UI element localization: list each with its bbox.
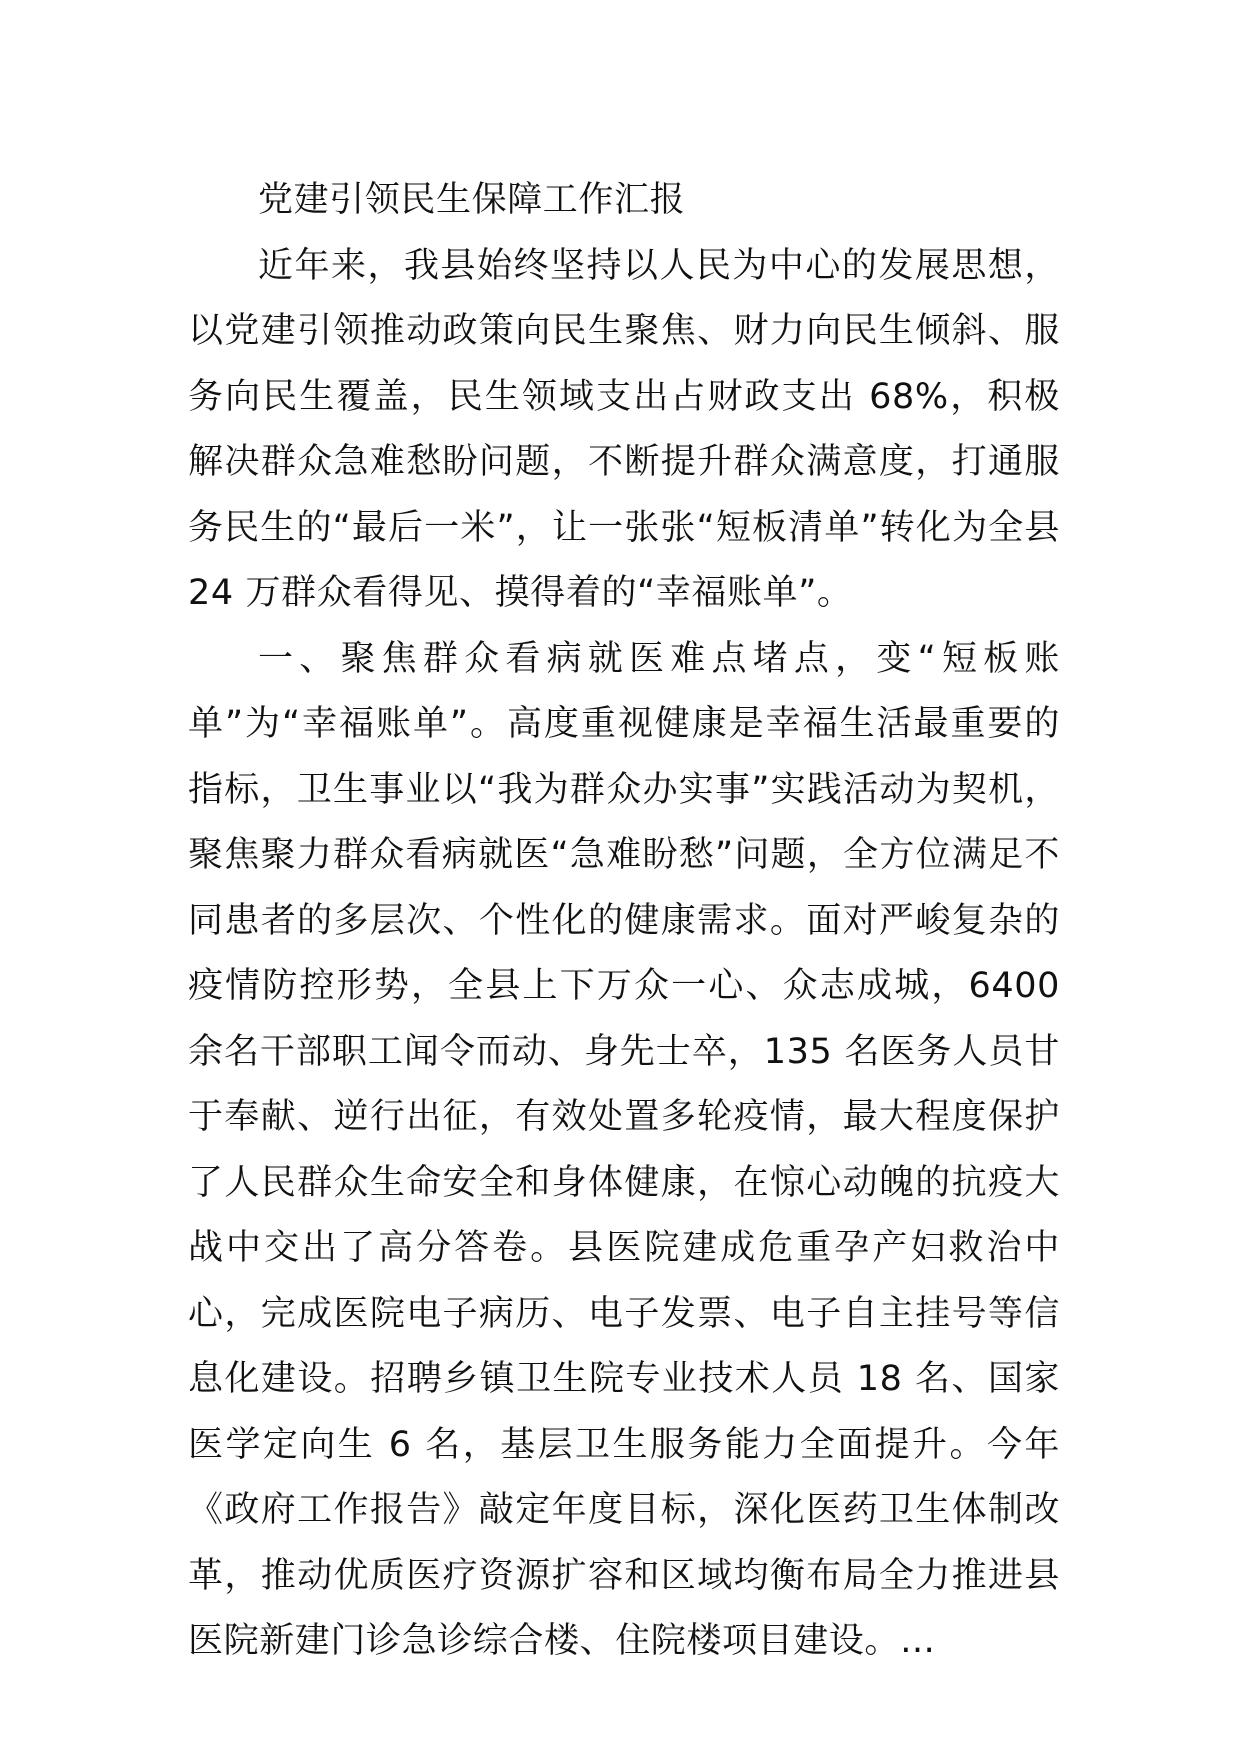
document-body	[188, 168, 1060, 1675]
intro-paragraph: 近年来，我县始终坚持以人民为中心的发展思想，以党建引领推动政策向民生聚焦、财力向民生倾斜、服务向民生覆盖，民生领域支出占财政支出 68%，积极解决群众急难愁盼问题，不断提升群众满意度，打通服务民生的“最后一米”，让一张张“短板清单”转化为全县 24 万群众看得见、摸得着的“幸福账单”。	[188, 245, 1060, 613]
document-title: 党建引领民生保障工作汇报	[258, 180, 686, 220]
section-one-paragraph: 一、聚焦群众看病就医难点堵点，变“短板账单”为“幸福账单”。高度重视健康是幸福生活最重要的指标，卫生事业以“我为群众办实事”实践活动为契机，聚焦聚力群众看病就医“急难盼愁”问题，全方位满足不同患者的多层次、个性化的健康需求。面对严峻复杂的疫情防控形势，全县上下万众一心、众志成城，6400 余名干部职工闻令而动、身先士卒，135 名医务人员甘于奉献、逆行出征，有效处置多轮疫情，最大程度保护了人民群众生命安全和身体健康，在惊心动魄的抗疫大战中交出了高分答卷。县医院建成危重孕产妇救治中心，完成医院电子病历、电子发票、电子自主挂号等信息化建设。招聘乡镇卫生院专业技术人员 18 名、国家医学定向生 6 名，基层卫生服务能力全面提升。今年《政府工作报告》敲定年度目标，深化医药卫生体制改革，推动优质医疗资源扩容和区域均衡布局全力推进县医院新建门诊急诊综合楼、住院楼项目建设。…	[188, 638, 1060, 1661]
